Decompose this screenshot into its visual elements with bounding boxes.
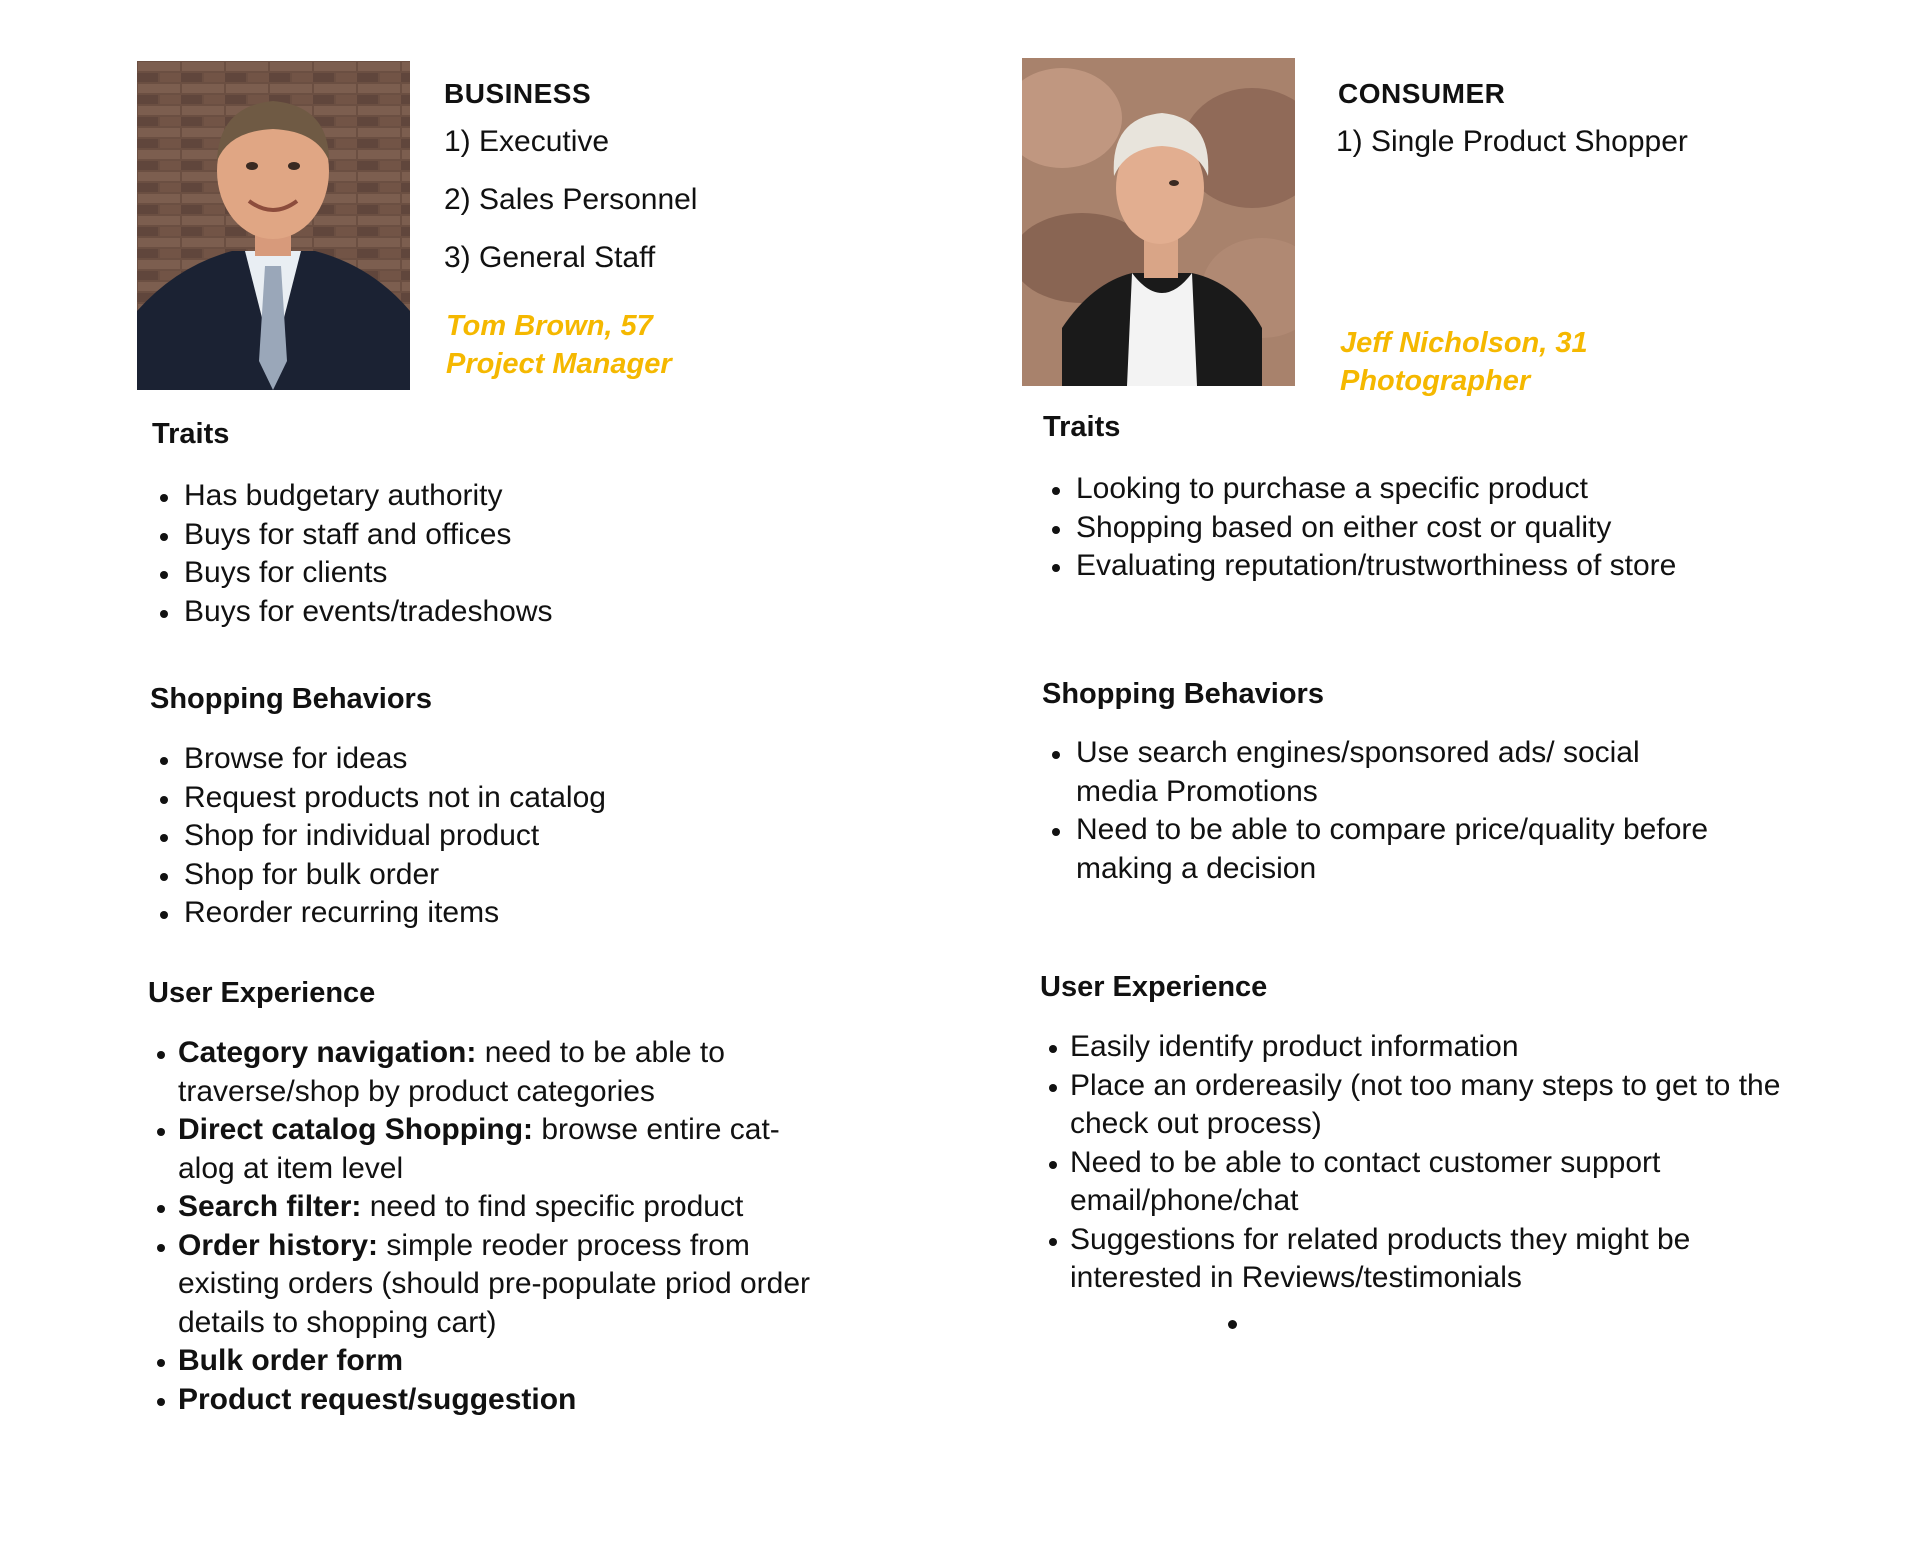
shopping-behaviors-list <box>150 740 606 933</box>
list-item: Request products not in catalog <box>150 779 606 818</box>
traits-heading: Traits <box>152 418 230 450</box>
list-item: Shopping based on either cost or quality <box>1042 509 1676 548</box>
ux-item-label: Order history: <box>178 1228 379 1262</box>
traits-heading: Traits <box>1043 411 1121 443</box>
shopping-behaviors-heading: Shopping Behaviors <box>150 683 432 715</box>
consumer-persona-photo <box>1022 58 1295 386</box>
role-item: 1) Single Product Shopper <box>1336 125 1688 158</box>
traits-list <box>150 477 553 631</box>
ux-item-label: Product request/suggestion <box>178 1382 577 1416</box>
list-item: Use search engines/sponsored ads/ social media Promotions <box>1042 734 1726 811</box>
list-item <box>150 1342 850 1381</box>
ux-item-label: Search filter: <box>178 1190 362 1223</box>
ux-item-label: Direct catalog Shopping: <box>178 1113 534 1146</box>
list-item: Need to be able to contact customer support email/phone/chat <box>1042 1144 1770 1221</box>
list-item: Reorder recurring items <box>150 894 606 933</box>
role-item: 1) Executive <box>444 125 610 158</box>
business-persona <box>0 0 900 1548</box>
persona-caption <box>446 307 672 383</box>
consumer-persona <box>900 0 1800 1548</box>
persona-name: Tom Brown, 57 <box>446 310 653 342</box>
list-item <box>150 1227 833 1343</box>
list-item: Browse for ideas <box>150 740 606 779</box>
segment-title: BUSINESS <box>444 78 592 109</box>
user-experience-heading: User Experience <box>1040 971 1268 1003</box>
list-item: Buys for events/tradeshows <box>150 593 553 632</box>
ux-item-text: need to find specific product <box>361 1190 744 1223</box>
shopping-behaviors-list <box>1042 734 1782 888</box>
list-item <box>150 1111 818 1188</box>
stray-bullet-mark <box>1228 1320 1237 1329</box>
list-item: Easily identify product information <box>1042 1028 1782 1067</box>
ux-item-label: Category navigation: <box>178 1036 477 1069</box>
list-item: Buys for staff and offices <box>150 516 553 555</box>
list-item: Looking to purchase a specific product <box>1042 470 1676 509</box>
ux-item-text: simple reoder process from existing orders (should pre-populate priod order details to shopping cart) <box>178 1228 811 1339</box>
persona-name: Jeff Nicholson, 31 <box>1340 327 1588 359</box>
persona-job-title: Project Manager <box>446 348 672 380</box>
list-item: Place an ordereasily (not too many steps to get to the check out process) <box>1042 1067 1795 1144</box>
segment-title: CONSUMER <box>1338 78 1506 109</box>
list-item: Shop for bulk order <box>150 856 606 895</box>
persona-caption <box>1340 324 1588 400</box>
list-item <box>150 1381 850 1420</box>
list-item: Shop for individual product <box>150 817 606 856</box>
role-list <box>444 123 697 297</box>
business-persona-photo <box>137 61 410 390</box>
user-experience-list <box>150 1034 850 1419</box>
user-experience-heading: User Experience <box>148 977 376 1009</box>
list-item: Buys for clients <box>150 554 553 593</box>
ux-item-text: need to be able to traverse/shop by product categories <box>178 1036 725 1108</box>
role-list <box>1336 123 1688 181</box>
list-item: Suggestions for related products they might be interested in Reviews/testimonials <box>1042 1221 1795 1298</box>
ux-item-text: browse entire cat-alog at item level <box>178 1113 780 1185</box>
list-item <box>150 1188 850 1227</box>
list-item: Has budgetary authority <box>150 477 553 516</box>
role-item: 3) General Staff <box>444 241 656 274</box>
user-experience-list <box>1042 1028 1782 1298</box>
traits-list <box>1042 470 1676 586</box>
list-item <box>150 1034 850 1111</box>
role-item: 2) Sales Personnel <box>444 183 698 216</box>
list-item: Evaluating reputation/trustworthiness of store <box>1042 547 1676 586</box>
ux-item-label: Bulk order form <box>178 1344 404 1377</box>
persona-job-title: Photographer <box>1340 365 1531 397</box>
list-item: Need to be able to compare price/quality before making a decision <box>1042 811 1796 888</box>
shopping-behaviors-heading: Shopping Behaviors <box>1042 678 1324 710</box>
